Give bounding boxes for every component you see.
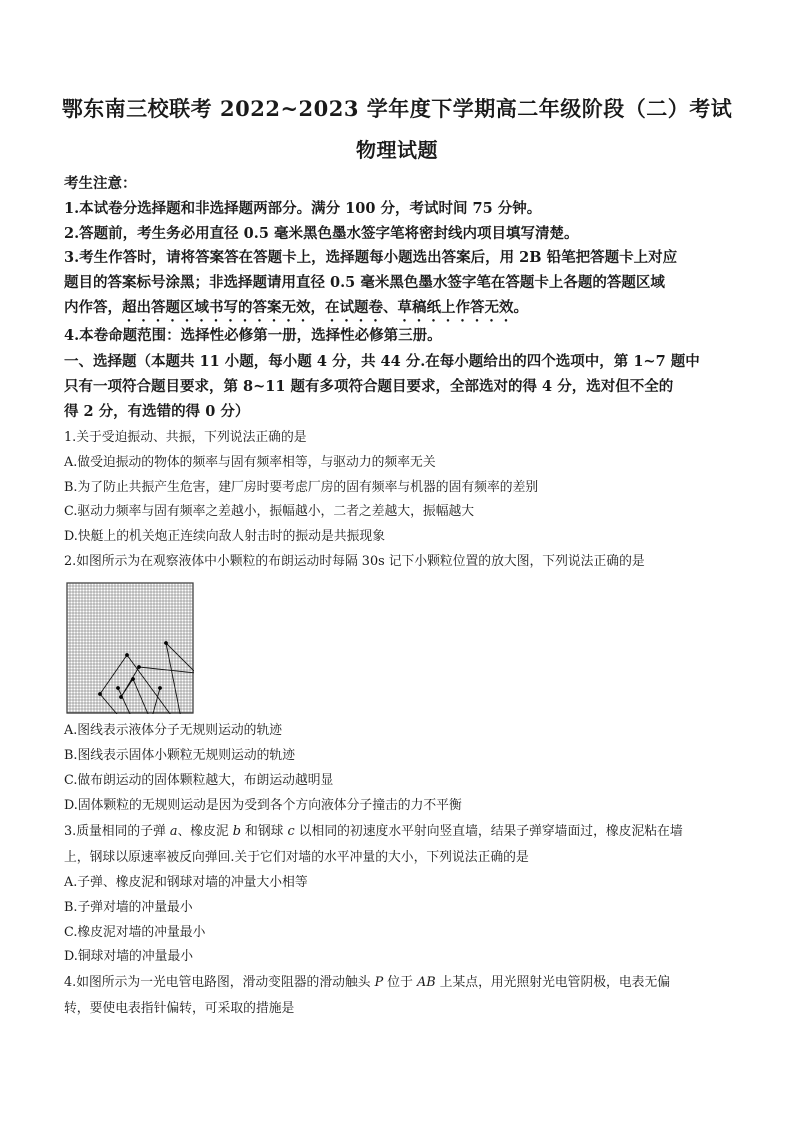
notice-item-3-line-1: 3.考生作答时，请将答案答在答题卡上，选择题每小题选出答案后，用 2B 铅笔把答题卡上对应 bbox=[64, 249, 678, 266]
q1-option-d: D.快艇上的机关炮正连续向敌人射击时的振动是共振现象 bbox=[64, 529, 385, 544]
q2-stem: 2.如图所示为在观察液体中小颗粒的布朗运动时每隔 30s 记下小颗粒位置的放大图，下列说法正确的是 bbox=[64, 554, 645, 569]
section-1-line-2: 只有一项符合题目要求，第 8~11 题有多项符合题目要求，全部选对的得 4 分，选对但不全的 bbox=[64, 378, 674, 395]
particle-position-dot bbox=[158, 686, 162, 690]
notice-item-2: 2.答题前，考生务必用直径 0.5 毫米黑色墨水签字笔将密封线内项目填写清楚。 bbox=[64, 225, 579, 242]
particle-position-dot bbox=[164, 641, 168, 645]
q4-stem-line-1 bbox=[64, 971, 734, 996]
notice-item-3-line-2: 题目的答案标号涂黑；非选择题请用直径 0.5 毫米黑色墨水签字笔在答题卡上各题的答题区域 bbox=[64, 274, 665, 291]
subject-title: 物理试题 bbox=[356, 138, 438, 162]
q3-var-b: b bbox=[232, 824, 241, 839]
particle-position-dot bbox=[131, 677, 135, 681]
notice-item-1: 1.本试卷分选择题和非选择题两部分。满分 100 分，考试时间 75 分钟。 bbox=[64, 200, 542, 217]
q4-var-p: P bbox=[374, 975, 384, 990]
q3-stem-line-1 bbox=[64, 820, 734, 845]
notice-heading: 考生注意： bbox=[64, 175, 137, 192]
q3-option-b: B.子弹对墙的冲量最小 bbox=[64, 900, 193, 915]
brownian-motion-figure bbox=[66, 582, 194, 714]
notice-item-4: 4.本卷命题范围：选择性必修第一册，选择性必修第三册。 bbox=[64, 327, 442, 344]
q4-text-1: 4.如图所示为一光电管电路图，滑动变阻器的滑动触头 bbox=[64, 975, 375, 990]
q3-text-2: 、橡皮泥 bbox=[177, 824, 233, 839]
q2-option-d: D.固体颗粒的无规则运动是因为受到各个方向液体分子撞击的力不平衡 bbox=[64, 798, 462, 813]
emphasis-invalid-outside-area: 超出答题区域书写的答案无效 bbox=[122, 299, 311, 316]
q3-var-c: c bbox=[287, 824, 295, 839]
exam-title: 鄂东南三校联考 2022~2023 学年度下学期高二年级阶段（二）考试 bbox=[61, 96, 733, 121]
q3-option-c: C.橡皮泥对墙的冲量最小 bbox=[64, 925, 206, 940]
q1-stem: 1.关于受迫振动、共振，下列说法正确的是 bbox=[64, 430, 307, 445]
notice-item-3-line-3-e: 。 bbox=[513, 299, 528, 316]
particle-position-dot bbox=[98, 692, 102, 696]
q3-var-a: a bbox=[169, 824, 178, 839]
q3-text-3: 和钢球 bbox=[240, 824, 288, 839]
q3-option-d: D.铜球对墙的冲量最小 bbox=[64, 949, 194, 964]
emphasis-invalid-on-paper: 在试题卷、草稿纸上作答无效 bbox=[325, 299, 514, 316]
particle-position-dot bbox=[116, 686, 120, 690]
q3-text-4: 以相同的初速度水平射向竖直墙，结果子弹穿墙面过，橡皮泥粘在墙 bbox=[294, 824, 683, 839]
q4-text-3: 上某点，用光照射光电管阴极，电表无偏 bbox=[435, 975, 671, 990]
q2-option-a: A.图线表示液体分子无规则运动的轨迹 bbox=[64, 723, 283, 738]
notice-item-3-line-3 bbox=[64, 296, 734, 325]
particle-position-dot bbox=[119, 695, 123, 699]
section-1-line-1: 一、选择题（本题共 11 小题，每小题 4 分，共 44 分.在每小题给出的四个选项中，第 1~7 题中 bbox=[64, 353, 700, 370]
q3-text-1: 3.质量相同的子弹 bbox=[64, 824, 170, 839]
q4-stem-line-2: 转，要使电表指针偏转，可采取的措施是 bbox=[64, 1001, 295, 1016]
q3-stem-line-2: 上，钢球以原速率被反向弹回.关于它们对墙的水平冲量的大小，下列说法正确的是 bbox=[64, 850, 529, 865]
particle-position-dot bbox=[137, 665, 141, 669]
section-1-line-3: 得 2 分，有选错的得 0 分） bbox=[64, 403, 250, 420]
q2-option-b: B.图线表示固体小颗粒无规则运动的轨迹 bbox=[64, 748, 296, 763]
notice-item-3-line-3-c: ， bbox=[310, 299, 325, 316]
q1-option-c: C.驱动力频率与固有频率之差越小，振幅越小，二者之差越大，振幅越大 bbox=[64, 504, 475, 519]
q4-var-ab: AB bbox=[416, 975, 436, 990]
particle-position-dot bbox=[125, 653, 129, 657]
q1-option-a: A.做受迫振动的物体的频率与固有频率相等，与驱动力的频率无关 bbox=[64, 455, 436, 470]
q3-option-a: A.子弹、橡皮泥和钢球对墙的冲量大小相等 bbox=[64, 875, 308, 890]
q2-option-c: C.做布朗运动的固体颗粒越大，布朗运动越明显 bbox=[64, 773, 334, 788]
notice-item-3-line-3-a: 内作答， bbox=[64, 299, 122, 316]
q1-option-b: B.为了防止共振产生危害，建厂房时要考虑厂房的固有频率与机器的固有频率的差别 bbox=[64, 480, 539, 495]
q4-text-2: 位于 bbox=[383, 975, 417, 990]
